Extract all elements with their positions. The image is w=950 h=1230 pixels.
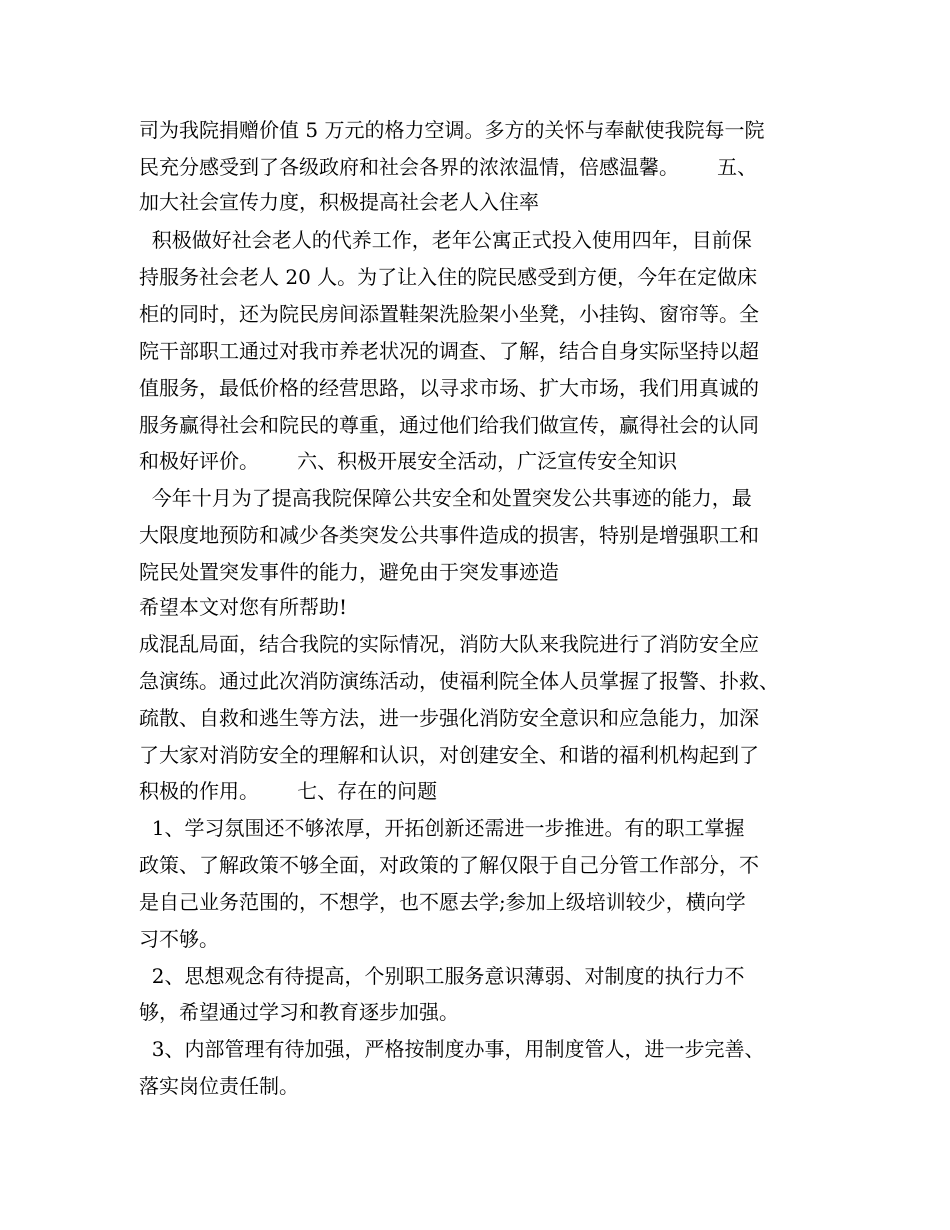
text-line: 希望本文对您有所帮助!: [139, 595, 348, 619]
text-line: 和极好评价。 六、积极开展安全活动，广泛宣传安全知识: [139, 449, 678, 473]
text-line: 急演练。通过此次消防演练活动，使福利院全体人员掌握了报警、扑救、: [139, 669, 779, 693]
text-line: 1、学习氛围还不够浓厚，开拓创新还需进一步推进。有的职工掌握: [139, 816, 745, 840]
text-line: 值服务，最低价格的经营思路，以寻求市场、扩大市场，我们用真诚的: [139, 376, 759, 400]
text-line: 柜的同时，还为院民房间添置鞋架洗脸架小坐凳，小挂钩、窗帘等。全: [139, 302, 759, 326]
text-line: 够，希望通过学习和教育逐步加强。: [139, 1000, 459, 1024]
text-line: 了大家对消防安全的理解和认识，对创建安全、和谐的福利机构起到了: [139, 743, 759, 767]
text-line: 院民处置突发事件的能力，避免由于突发事迹造: [139, 560, 559, 584]
text-line: 大限度地预防和减少各类突发公共事件造成的损害，特别是增强职工和: [139, 523, 759, 547]
text-line: 院干部职工通过对我市养老状况的调查、了解，结合自身实际坚持以超: [139, 339, 759, 363]
text-line: 今年十月为了提高我院保障公共安全和处置突发公共事迹的能力，最: [139, 486, 752, 510]
text-line: 2、思想观念有待提高，个别职工服务意识薄弱、对制度的执行力不: [139, 964, 745, 988]
text-line: 疏散、自救和逃生等方法，进一步强化消防安全意识和应急能力，加深: [139, 706, 759, 730]
text-line: 司为我院捐赠价值 5 万元的格力空调。多方的关怀与奉献使我院每一院: [139, 118, 765, 142]
text-line: 政策、了解政策不够全面，对政策的了解仅限于自己分管工作部分，不: [139, 853, 759, 877]
text-line: 是自己业务范围的，不想学，也不愿去学;参加上级培训较少，横向学: [139, 890, 746, 914]
text-line: 服务赢得社会和院民的尊重，通过他们给我们做宣传，赢得社会的认同: [139, 413, 759, 437]
text-line: 3、内部管理有待加强，严格按制度办事，用制度管人，进一步完善、: [139, 1037, 765, 1061]
text-line: 积极做好社会老人的代养工作，老年公寓正式投入使用四年，目前保: [139, 228, 752, 252]
text-line: 成混乱局面，结合我院的实际情况，消防大队来我院进行了消防安全应: [139, 632, 759, 656]
text-line: 加大社会宣传力度，积极提高社会老人入住率: [139, 190, 539, 214]
text-line: 习不够。: [139, 927, 219, 951]
text-line: 积极的作用。 七、存在的问题: [139, 779, 438, 803]
text-line: 民充分感受到了各级政府和社会各界的浓浓温情，倍感温馨。 五、: [139, 155, 758, 179]
text-line: 落实岗位责任制。: [139, 1074, 299, 1098]
text-line: 持服务社会老人 20 人。为了让入住的院民感受到方便，今年在定做床: [139, 265, 758, 289]
